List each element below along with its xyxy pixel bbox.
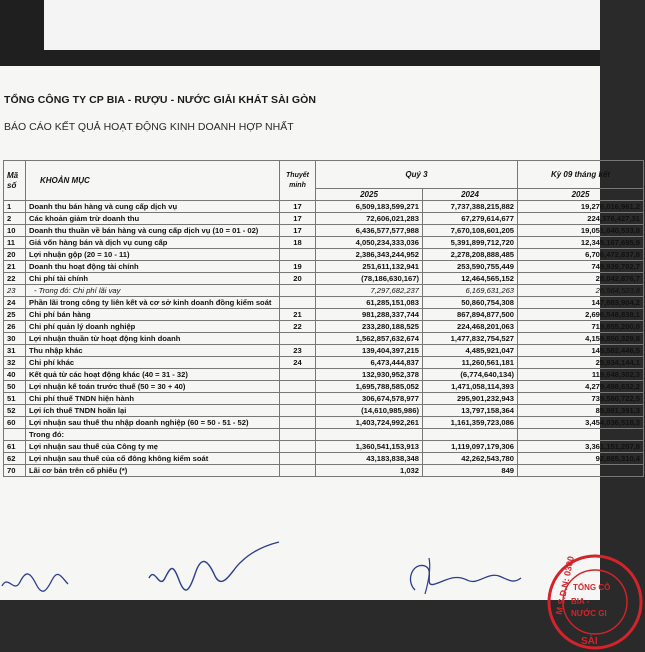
- row-khoan-muc: Lợi ích thuế TNDN hoãn lại: [26, 405, 280, 417]
- row-khoan-muc: Lợi nhuận sau thuế của cổ đông không kiểm soát: [26, 453, 280, 465]
- row-ma-so: 25: [4, 309, 26, 321]
- row-khoan-muc: Doanh thu bán hàng và cung cấp dịch vụ: [26, 201, 280, 213]
- column-header-thuyet-minh: Thuyết minh: [280, 161, 316, 201]
- column-header-khoan-muc: KHOẢN MỤC: [26, 161, 280, 201]
- row-thuyet-minh: [280, 369, 316, 381]
- row-ma-so: 31: [4, 345, 26, 357]
- row-value-q3-2025: 306,674,578,977: [316, 393, 423, 405]
- table-row: [4, 225, 644, 237]
- row-khoan-muc: Lợi nhuận gộp (20 = 10 - 11): [26, 249, 280, 261]
- row-value-9m-2025: 3,454,036,518,3: [518, 417, 644, 429]
- row-thuyet-minh: 21: [280, 309, 316, 321]
- row-ma-so: 26: [4, 321, 26, 333]
- row-value-q3-2025: 1,403,724,992,261: [316, 417, 423, 429]
- table-row: [4, 381, 644, 393]
- table-row: [4, 333, 644, 345]
- row-value-q3-2025: 72,606,021,283: [316, 213, 423, 225]
- row-value-q3-2025: 233,280,188,525: [316, 321, 423, 333]
- row-khoan-muc: Chi phí bán hàng: [26, 309, 280, 321]
- row-value-q3-2025: 4,050,234,333,036: [316, 237, 423, 249]
- row-value-q3-2025: 61,285,151,083: [316, 297, 423, 309]
- row-value-9m-2025: [518, 465, 644, 477]
- row-value-q3-2024: 2,278,208,888,485: [423, 249, 518, 261]
- column-group-nine-months: Kỳ 09 tháng kết: [518, 161, 644, 189]
- signature-right: [395, 554, 525, 600]
- row-ma-so: 60: [4, 417, 26, 429]
- row-thuyet-minh: [280, 333, 316, 345]
- row-value-q3-2025: [316, 429, 423, 441]
- row-value-q3-2025: 132,930,952,378: [316, 369, 423, 381]
- row-value-q3-2024: 1,477,832,754,527: [423, 333, 518, 345]
- row-thuyet-minh: 23: [280, 345, 316, 357]
- row-ma-so: 70: [4, 465, 26, 477]
- row-ma-so: 23: [4, 285, 26, 297]
- row-thuyet-minh: [280, 465, 316, 477]
- row-ma-so: 24: [4, 297, 26, 309]
- row-value-q3-2024: [423, 429, 518, 441]
- row-khoan-muc: Chi phí quản lý doanh nghiệp: [26, 321, 280, 333]
- row-thuyet-minh: 20: [280, 273, 316, 285]
- row-value-q3-2024: 7,670,108,601,205: [423, 225, 518, 237]
- row-thuyet-minh: [280, 453, 316, 465]
- table-row: [4, 465, 644, 477]
- row-khoan-muc: - Trong đó: Chi phí lãi vay: [26, 285, 280, 297]
- row-ma-so: 10: [4, 225, 26, 237]
- row-thuyet-minh: [280, 417, 316, 429]
- row-value-9m-2025: 147,883,904,2: [518, 297, 644, 309]
- row-thuyet-minh: [280, 381, 316, 393]
- row-thuyet-minh: 17: [280, 213, 316, 225]
- row-khoan-muc: Lợi nhuận thuần từ hoạt động kinh doanh: [26, 333, 280, 345]
- row-value-q3-2024: 67,279,614,677: [423, 213, 518, 225]
- row-value-q3-2024: 5,391,899,712,720: [423, 237, 518, 249]
- seal-outer-text: M.S.D.N: 0300: [553, 555, 576, 616]
- table-row: [4, 273, 644, 285]
- row-ma-so: 20: [4, 249, 26, 261]
- row-value-q3-2025: 1,360,541,153,913: [316, 441, 423, 453]
- row-ma-so: 11: [4, 237, 26, 249]
- row-value-9m-2025: 2,696,548,838,1: [518, 309, 644, 321]
- row-value-q3-2025: 1,032: [316, 465, 423, 477]
- seal-line-3: NƯỚC GI: [571, 609, 607, 618]
- row-value-q3-2025: 6,473,444,837: [316, 357, 423, 369]
- row-value-q3-2025: 2,386,343,244,952: [316, 249, 423, 261]
- row-value-q3-2025: (78,186,630,167): [316, 273, 423, 285]
- row-value-q3-2024: 7,737,388,215,882: [423, 201, 518, 213]
- column-header-year-2025: 2025: [316, 189, 423, 201]
- row-thuyet-minh: 22: [280, 321, 316, 333]
- row-value-q3-2025: 7,297,682,237: [316, 285, 423, 297]
- seal-line-2: BIA -: [571, 597, 590, 606]
- row-value-9m-2025: 719,855,200,0: [518, 321, 644, 333]
- column-header-year-2024: 2024: [423, 189, 518, 201]
- row-ma-so: 2: [4, 213, 26, 225]
- row-khoan-muc: Giá vốn hàng bán và dịch vụ cung cấp: [26, 237, 280, 249]
- column-group-quarter-3: Quý 3: [316, 161, 518, 189]
- row-value-q3-2024: 253,590,755,449: [423, 261, 518, 273]
- row-thuyet-minh: 24: [280, 357, 316, 369]
- row-thuyet-minh: [280, 393, 316, 405]
- row-ma-so: 61: [4, 441, 26, 453]
- document-page: [0, 66, 641, 647]
- row-thuyet-minh: [280, 405, 316, 417]
- table-row: [4, 453, 644, 465]
- row-value-9m-2025: 28,042,876,7: [518, 273, 644, 285]
- column-header-9m-year-2025: 2025: [518, 189, 644, 201]
- table-row: [4, 441, 644, 453]
- row-value-q3-2024: 11,260,561,181: [423, 357, 518, 369]
- row-value-q3-2024: 1,471,058,114,393: [423, 381, 518, 393]
- row-thuyet-minh: [280, 429, 316, 441]
- row-value-q3-2024: 42,262,543,780: [423, 453, 518, 465]
- row-value-9m-2025: 25,934,144,1: [518, 357, 644, 369]
- row-khoan-muc: Lợi nhuận sau thuế của Công ty mẹ: [26, 441, 280, 453]
- row-thuyet-minh: 17: [280, 225, 316, 237]
- row-value-q3-2024: 295,901,232,943: [423, 393, 518, 405]
- table-row: [4, 417, 644, 429]
- row-khoan-muc: Các khoản giảm trừ doanh thu: [26, 213, 280, 225]
- row-khoan-muc: Doanh thu thuần về bán hàng và cung cấp dịch vụ (10 = 01 - 02): [26, 225, 280, 237]
- table-row: [4, 237, 644, 249]
- row-value-9m-2025: 26,964,523,8: [518, 285, 644, 297]
- row-value-q3-2024: 1,161,359,723,086: [423, 417, 518, 429]
- row-value-q3-2024: 4,485,921,047: [423, 345, 518, 357]
- row-ma-so: 62: [4, 453, 26, 465]
- previous-page-edge: [44, 0, 600, 50]
- report-title: BÁO CÁO KẾT QUẢ HOẠT ĐỘNG KINH DOANH HỢP NHẤT: [4, 121, 294, 133]
- row-value-q3-2025: 6,509,183,599,271: [316, 201, 423, 213]
- row-thuyet-minh: 18: [280, 237, 316, 249]
- row-thuyet-minh: 17: [280, 201, 316, 213]
- row-value-9m-2025: 119,648,302,3: [518, 369, 644, 381]
- table-row: [4, 309, 644, 321]
- row-ma-so: 32: [4, 357, 26, 369]
- row-ma-so: 40: [4, 369, 26, 381]
- row-value-q3-2025: 139,404,397,215: [316, 345, 423, 357]
- row-value-q3-2025: 1,695,788,585,052: [316, 381, 423, 393]
- table-row: [4, 321, 644, 333]
- row-value-9m-2025: 224,376,427,31: [518, 213, 644, 225]
- row-value-9m-2025: 85,881,391,3: [518, 405, 644, 417]
- row-value-9m-2025: [518, 429, 644, 441]
- table-row: [4, 297, 644, 309]
- row-value-q3-2024: 12,464,565,152: [423, 273, 518, 285]
- row-value-q3-2024: 224,468,201,063: [423, 321, 518, 333]
- row-khoan-muc: Chi phí khác: [26, 357, 280, 369]
- row-value-q3-2024: 849: [423, 465, 518, 477]
- row-value-9m-2025: 12,345,167,695,9: [518, 237, 644, 249]
- row-value-q3-2024: 6,169,631,263: [423, 285, 518, 297]
- row-ma-so: 21: [4, 261, 26, 273]
- signature-left: [0, 564, 70, 600]
- signature-middle: [145, 538, 285, 600]
- row-value-9m-2025: 3,361,151,207,8: [518, 441, 644, 453]
- row-value-q3-2025: 1,562,857,632,674: [316, 333, 423, 345]
- row-value-q3-2024: (6,774,640,134): [423, 369, 518, 381]
- row-thuyet-minh: [280, 285, 316, 297]
- table-row: [4, 249, 644, 261]
- row-khoan-muc: Thu nhập khác: [26, 345, 280, 357]
- row-khoan-muc: Lợi nhuận kế toán trước thuế (50 = 30 + 40): [26, 381, 280, 393]
- table-row: [4, 345, 644, 357]
- table-row: [4, 285, 644, 297]
- row-thuyet-minh: [280, 441, 316, 453]
- row-khoan-muc: Chi phí thuế TNDN hiện hành: [26, 393, 280, 405]
- row-value-q3-2025: 43,183,838,348: [316, 453, 423, 465]
- seal-line-1: TỔNG CÔ: [573, 583, 611, 592]
- table-row: [4, 357, 644, 369]
- row-value-q3-2025: (14,610,985,986): [316, 405, 423, 417]
- row-value-q3-2025: 6,436,577,577,988: [316, 225, 423, 237]
- row-value-q3-2025: 981,288,337,744: [316, 309, 423, 321]
- row-ma-so: 50: [4, 381, 26, 393]
- table-row: [4, 429, 644, 441]
- row-thuyet-minh: [280, 249, 316, 261]
- row-value-q3-2024: 50,860,754,308: [423, 297, 518, 309]
- row-khoan-muc: Kết quả từ các hoạt động khác (40 = 31 - 32): [26, 369, 280, 381]
- row-value-9m-2025: 19,276,016,961,2: [518, 201, 644, 213]
- row-khoan-muc: Lãi cơ bản trên cổ phiếu (*): [26, 465, 280, 477]
- row-value-9m-2025: 739,580,722,5: [518, 393, 644, 405]
- table-row: [4, 261, 644, 273]
- table-row: [4, 369, 644, 381]
- row-ma-so: 1: [4, 201, 26, 213]
- row-value-9m-2025: 145,582,446,5: [518, 345, 644, 357]
- table-row: [4, 393, 644, 405]
- row-thuyet-minh: [280, 297, 316, 309]
- row-value-9m-2025: 749,939,702,7: [518, 261, 644, 273]
- row-khoan-muc: Lợi nhuận sau thuế thu nhập doanh nghiệp (60 = 50 - 51 - 52): [26, 417, 280, 429]
- company-seal-stamp: [545, 552, 645, 652]
- row-value-q3-2024: 1,119,097,179,306: [423, 441, 518, 453]
- row-value-9m-2025: 19,051,640,533,8: [518, 225, 644, 237]
- row-thuyet-minh: 19: [280, 261, 316, 273]
- row-value-9m-2025: 4,279,498,632,2: [518, 381, 644, 393]
- seal-line-4: SÀI: [581, 636, 598, 647]
- row-khoan-muc: Phần lãi trong công ty liên kết và cơ sở kinh doanh đồng kiểm soát: [26, 297, 280, 309]
- income-statement-table: [3, 160, 644, 477]
- row-khoan-muc: Doanh thu hoạt động tài chính: [26, 261, 280, 273]
- row-ma-so: 51: [4, 393, 26, 405]
- row-ma-so: [4, 429, 26, 441]
- row-khoan-muc: Chi phí tài chính: [26, 273, 280, 285]
- row-ma-so: 52: [4, 405, 26, 417]
- row-ma-so: 30: [4, 333, 26, 345]
- table-row: [4, 201, 644, 213]
- row-value-q3-2024: 867,894,877,500: [423, 309, 518, 321]
- row-value-9m-2025: 4,159,850,329,8: [518, 333, 644, 345]
- row-value-q3-2025: 251,611,132,941: [316, 261, 423, 273]
- table-row: [4, 405, 644, 417]
- row-khoan-muc: Trong đó:: [26, 429, 280, 441]
- row-value-q3-2024: 13,797,158,364: [423, 405, 518, 417]
- row-value-9m-2025: 6,706,472,837,8: [518, 249, 644, 261]
- row-value-9m-2025: 92,885,310,4: [518, 453, 644, 465]
- table-row: [4, 213, 644, 225]
- column-header-ma-so: Mã số: [4, 161, 26, 201]
- company-name: TỔNG CÔNG TY CP BIA - RƯỢU - NƯỚC GIẢI KHÁT SÀI GÒN: [4, 94, 317, 106]
- row-ma-so: 22: [4, 273, 26, 285]
